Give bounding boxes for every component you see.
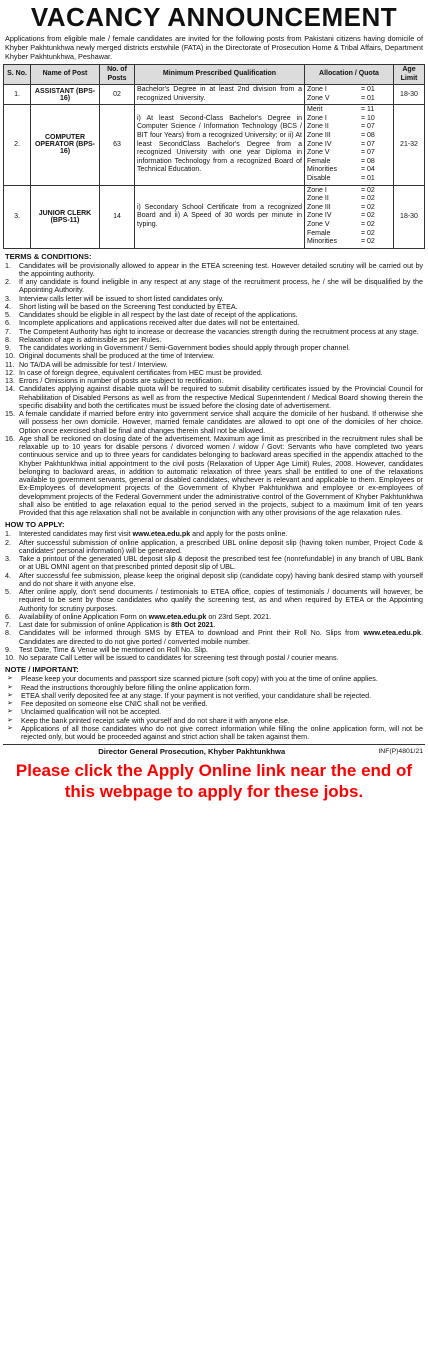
allocation-count: = 10	[361, 114, 375, 122]
allocation-zone: Disable	[307, 174, 331, 182]
notes-list	[3, 675, 425, 741]
row-posts-count: 02	[100, 85, 135, 105]
arrow-bullet-icon: ➢	[7, 691, 13, 699]
allocation-count: = 02	[361, 238, 375, 246]
apply-step-number: 2.	[5, 538, 11, 547]
row-allocation	[305, 85, 394, 105]
term-item	[3, 352, 423, 360]
row-age-limit: 18-30	[394, 85, 425, 105]
term-number: 11.	[5, 360, 15, 369]
term-number: 14.	[5, 385, 15, 394]
term-number: 8.	[5, 335, 11, 344]
vacancy-table	[3, 64, 425, 249]
row-age-limit: 18-30	[394, 185, 425, 248]
note-text: Keep the bank printed receipt safe with yourself and do not share it with anyone else.	[21, 716, 290, 725]
note-item	[3, 700, 423, 708]
term-item	[3, 385, 423, 410]
apply-step-highlight: www.etea.edu.pk	[132, 530, 191, 539]
apply-step-number: 5.	[5, 588, 11, 597]
term-number: 6.	[5, 319, 11, 328]
apply-step-text	[19, 530, 423, 538]
apply-step-number: 7.	[5, 621, 11, 630]
apply-step-text	[19, 588, 423, 613]
term-text: Errors / Omissions in number of posts are subject to rectification.	[19, 377, 224, 386]
apply-step	[3, 621, 423, 629]
row-sno: 1.	[4, 85, 31, 105]
allocation-count: = 01	[361, 86, 375, 93]
apply-step-text	[19, 539, 423, 556]
allocation-count: = 07	[361, 149, 375, 157]
row-allocation	[305, 185, 394, 248]
term-item	[3, 377, 423, 385]
allocation-item	[307, 141, 391, 150]
allocation-item	[307, 86, 391, 95]
term-text: Candidates will be provisionally allowed to appear in the ETEA screening test. However detailed scrutiny will be carried out by the appointing authority.	[19, 261, 423, 278]
term-text: A female candidate if married before entry into government service shall acquire the domicile of her husband. If otherwise she will possess her own domicile. However, married female candidates are allowed to opt one of the domiciles of her choice. Option once exercised shall be final and changes therein shall not be allowed.	[19, 410, 423, 435]
allocation-item	[307, 175, 391, 184]
apply-step-number: 10.	[5, 654, 15, 663]
apply-step-text	[19, 646, 423, 654]
allocation-zone: Female	[307, 229, 331, 237]
term-text: Interview calls letter will be issued to short listed candidates only.	[19, 294, 224, 303]
term-item	[3, 295, 423, 303]
header-qualification: Minimum Prescribed Qualification	[135, 65, 305, 85]
apply-step-text-part: Availability of online Application Form on	[19, 612, 149, 621]
apply-step-text-part: After successful submission of online application, a prescribed UBL online deposit slip (having token number, Project Code & candidates' personal information) will be generated.	[19, 538, 423, 555]
allocation-item	[307, 132, 391, 141]
allocation-count: = 11	[361, 106, 375, 114]
note-item	[3, 725, 423, 742]
note-text: Fee deposited on someone else CNIC shall not be verified.	[21, 700, 208, 709]
apply-step-text-part: Take a printout of the generated UBL deposit slip & deposit the prescribed test fee (nonrefundable) in any branch of UBL Bank or at UBL OMNI agent on that prescribed printed deposit slip of UBL.	[19, 555, 423, 572]
row-sno: 3.	[4, 185, 31, 248]
term-number: 3.	[5, 294, 11, 303]
allocation-count: = 02	[361, 203, 375, 211]
apply-step	[3, 613, 423, 621]
signature-block	[3, 744, 425, 758]
apply-step	[3, 530, 423, 538]
term-text: Short listing will be based on the Screening Test conducted by ETEA.	[19, 302, 238, 311]
term-number: 10.	[5, 352, 15, 361]
apply-online-notice: Please click the Apply Online link near the end of this webpage to apply for these jobs.	[15, 761, 413, 802]
term-item	[3, 278, 423, 295]
term-item	[3, 336, 423, 344]
allocation-count: = 04	[361, 166, 375, 174]
apply-step	[3, 646, 423, 654]
apply-step-text-part: After online apply, don't send documents / testimonials to ETEA office, copies of testimonials / documents will however, be required to be sent by those candidates who qualify the screening test, as and when required by ETEA or the Appointing Authority for scrutiny purposes.	[19, 588, 423, 613]
apply-step	[3, 629, 423, 646]
allocation-item	[307, 212, 391, 221]
allocation-zone: Zone V	[307, 94, 330, 102]
row-post-name: ASSISTANT (BPS-16)	[31, 85, 100, 105]
intro-paragraph: Applications from eligible male / female candidates are invited for the following posts from Pakistani citizens having domicile of Khyber Pakhtunkhwa newly merged districts erstwhile (FATA) in the Directorate of Prosecution Home & Tribal Affairs, Department Khyber Pakhtunkhwa, Peshawar.	[5, 34, 423, 61]
allocation-count: = 02	[361, 186, 375, 194]
apply-step-text-part: After successful fee submission, please keep the original deposit slip (candidate copy) having bank desired stamp with yourself and do not share it with anyone else.	[19, 571, 423, 588]
term-number: 16.	[5, 434, 15, 443]
apply-step	[3, 654, 423, 662]
terms-list	[3, 262, 425, 518]
note-text: Unclaimed qualification will not be accepted.	[21, 708, 162, 717]
term-item	[3, 410, 423, 435]
term-item	[3, 262, 423, 279]
term-item	[3, 369, 423, 377]
term-text: Relaxation of age is admissible as per Rules.	[19, 335, 162, 344]
apply-step-text-part: No separate Call Letter will be issued to candidates for screening test through postal / courier means.	[19, 654, 339, 663]
apply-step-number: 4.	[5, 571, 11, 580]
arrow-bullet-icon: ➢	[7, 683, 13, 691]
apply-step-text	[19, 654, 423, 662]
advertisement	[0, 2, 428, 1353]
term-text: The candidates working in Government / Semi-Government bodies should apply through proper channel.	[19, 344, 351, 353]
row-sno: 2.	[4, 105, 31, 185]
table-header-row	[4, 65, 425, 85]
header-post: Name of Post	[31, 65, 100, 85]
apply-step-number: 6.	[5, 612, 11, 621]
allocation-count: = 02	[361, 220, 375, 228]
arrow-bullet-icon: ➢	[7, 700, 13, 708]
apply-step-text-part: Interested candidates may first visit	[19, 530, 133, 539]
allocation-zone: Zone I	[307, 186, 327, 194]
allocation-zone: Zone II	[307, 195, 329, 203]
allocation-count: = 08	[361, 131, 375, 139]
allocation-zone: Zone V	[307, 220, 330, 228]
note-item	[3, 692, 423, 700]
allocation-zone: Zone IV	[307, 212, 332, 220]
row-allocation	[305, 105, 394, 185]
row-age-limit: 21-32	[394, 105, 425, 185]
allocation-count: = 02	[361, 212, 375, 220]
allocation-count: = 07	[361, 123, 375, 131]
note-item	[3, 675, 423, 683]
term-text: Age shall be reckoned on closing date of the advertisement. Maximum age limit as prescribed in the recruitment rules shall be relaxable up to 10 years for disable persons / divorced women / widow / Govt: Servants who have completed two years continuous service and up to three years for candidates belonging to backward areas specified in the appendix attached to the Khyber Pakhtunkhwa initial appointment to the civil posts (Relaxation of Upper Age Limit) Rules, 2008. However, candidates belonging to backward areas, in addition to automatic relaxation of three years shall be entitled to one of the relaxations available to government servants, general or disabled candidates, whichever is relevant and applicable to them. Employees or Ex-Employees of development projects of the Government of Khyber Pakhtunkhwa and employee or ex-employees of developmment projects of the Federal Government under the administrative control of the Government of Khyber Pakhtunkhwa shall also be entitled to age relaxation equal to the period served in the projects, subject to a maximum limit of ten years Provided that this age relaxation shall not be available in conjunction with any other provisions of the age relaxation rules.	[19, 434, 423, 518]
allocation-count: = 01	[361, 94, 375, 102]
allocation-item	[307, 230, 391, 239]
term-number: 5.	[5, 311, 11, 320]
allocation-count: = 01	[361, 174, 375, 182]
allocation-item	[307, 221, 391, 230]
apply-step-text	[19, 613, 423, 621]
allocation-item	[307, 238, 391, 247]
term-number: 2.	[5, 278, 11, 287]
apply-step	[3, 539, 423, 556]
term-number: 15.	[5, 410, 15, 419]
apply-step-text	[19, 555, 423, 572]
allocation-zone: Zone I	[307, 86, 327, 93]
term-text: No TA/DA will be admissible for test / Interview.	[19, 360, 168, 369]
arrow-bullet-icon: ➢	[7, 724, 13, 732]
term-text: Original documents shall be produced at the time of Interview.	[19, 352, 215, 361]
term-number: 9.	[5, 344, 11, 353]
note-text: Please keep your documents and passport size scanned picture (soft copy) with you at the time of online applies.	[21, 675, 378, 684]
row-qualification: i) At least Second-Class Bachelor's Degree in Computer Science / Information Technology (BCS / BIT four Years) from a recognized University; or ii) At least SecondClass Bachelor's Degree from a recognized University with one year Diploma in information Technology from a recognized Board of Technical Education.	[135, 105, 305, 185]
row-qualification: i) Secondary School Certificate from a recognized Board and ii) A Speed of 30 words per minute in typing.	[135, 185, 305, 248]
allocation-zone: Zone I	[307, 114, 327, 122]
apply-heading: HOW TO APPLY:	[5, 520, 65, 530]
allocation-count: = 02	[361, 229, 375, 237]
apply-step-text-part: . Candidates are directed to do not give ported / converted mobile number.	[19, 629, 423, 646]
allocation-zone: Zone IV	[307, 140, 332, 148]
allocation-item	[307, 123, 391, 132]
allocation-item	[307, 106, 391, 115]
allocation-count: = 02	[361, 195, 375, 203]
header-allocation: Allocation / Quota	[305, 65, 394, 85]
arrow-bullet-icon: ➢	[7, 675, 13, 683]
notes-heading: NOTE / IMPORTANT:	[5, 665, 79, 675]
allocation-count: = 08	[361, 157, 375, 165]
allocation-item	[307, 115, 391, 124]
term-number: 1.	[5, 261, 11, 270]
term-number: 12.	[5, 368, 15, 377]
allocation-item	[307, 195, 391, 204]
allocation-item	[307, 204, 391, 213]
allocation-count: = 07	[361, 140, 375, 148]
allocation-zone: Zone II	[307, 123, 329, 131]
note-text: Applications of all those candidates who do not give correct information while filling the online application form, will not be rejected only, but would be proceeded against and strict action shall be taken against them.	[21, 724, 423, 742]
allocation-zone: Merit	[307, 106, 323, 114]
term-number: 13.	[5, 377, 15, 386]
apply-step-highlight: www.etea.edu.pk	[148, 612, 207, 621]
term-text: If any candidate is found ineligible in any respect at any stage of the recruitment process, he / she will be disqualified by the Appointing Authority.	[19, 278, 423, 295]
term-text: Candidates applying against disable quota will be required to submit disability certificates issued by the Provincial Council for Rehabilitation of Disabled Persons as well as from the respective Medical Superintendent / Medical Board showing therein the specific disability and both the certificates must be issued before the closing date of advertisement.	[19, 385, 423, 410]
term-text: The Competent Authority has right to increase or decrease the vacancies strength during the recruitment process at any stage.	[19, 327, 419, 336]
apply-step-text-part: and apply for the posts online.	[190, 530, 288, 539]
signature: Director General Prosecution, Khyber Pakhtunkhwa	[98, 747, 286, 757]
note-item	[3, 717, 423, 725]
term-item	[3, 303, 423, 311]
row-posts-count: 14	[100, 185, 135, 248]
table-row	[4, 185, 425, 248]
apply-step	[3, 555, 423, 572]
term-item	[3, 361, 423, 369]
apply-step-number: 8.	[5, 629, 11, 638]
apply-step	[3, 572, 423, 589]
header-posts: No. of Posts	[100, 65, 135, 85]
allocation-zone: Female	[307, 157, 331, 165]
allocation-zone: Minorities	[307, 238, 337, 246]
allocation-item	[307, 158, 391, 167]
term-text: Incomplete applications and applications received after due dates will not be entertained.	[19, 319, 300, 328]
apply-step-highlight: www.etea.edu.pk	[363, 629, 422, 638]
table-row	[4, 105, 425, 185]
term-number: 7.	[5, 327, 11, 336]
apply-step-text-part: Candidates will be informed through SMS by ETEA to download and Print their Roll No. Slips from	[19, 629, 364, 638]
row-qualification: Bachelor's Degree in at least 2nd division from a recognized University.	[135, 85, 305, 105]
apply-step-number: 1.	[5, 530, 11, 539]
note-text: ETEA shall verify deposited fee at any stage. If your payment is not verified, your candidature shall be rejected.	[21, 691, 372, 700]
header-age: Age Limit	[394, 65, 425, 85]
note-item	[3, 684, 423, 692]
term-item	[3, 344, 423, 352]
arrow-bullet-icon: ➢	[7, 716, 13, 724]
term-item	[3, 311, 423, 319]
allocation-zone: Zone V	[307, 149, 330, 157]
apply-step-text-part: Test Date, Time & Venue will be mentioned on Roll No. Slip.	[19, 645, 208, 654]
reference-number: INF(P)4801/21	[378, 748, 423, 756]
allocation-item	[307, 187, 391, 196]
apply-step-text	[19, 621, 423, 629]
apply-step-text	[19, 572, 423, 589]
page-title: VACANCY ANNOUNCEMENT	[30, 2, 398, 32]
allocation-zone: Zone III	[307, 131, 331, 139]
apply-step-number: 9.	[5, 645, 11, 654]
apply-step-highlight: 8th Oct 2021	[171, 621, 214, 630]
allocation-item	[307, 166, 391, 175]
note-text: Read the instructions thoroughly before filling the online application form.	[21, 683, 252, 692]
apply-step-text-part: .	[213, 621, 216, 630]
note-item	[3, 708, 423, 716]
allocation-zone: Zone III	[307, 203, 331, 211]
apply-step-number: 3.	[5, 555, 11, 564]
row-post-name: JUNIOR CLERK (BPS-11)	[31, 185, 100, 248]
header-sno: S. No.	[4, 65, 31, 85]
arrow-bullet-icon: ➢	[7, 708, 13, 716]
apply-step-text	[19, 629, 423, 646]
term-text: Candidates should be eligible in all respect by the last date of receipt of the applications.	[19, 311, 298, 320]
term-number: 4.	[5, 302, 11, 311]
allocation-item	[307, 95, 391, 104]
allocation-item	[307, 149, 391, 158]
table-row	[4, 85, 425, 105]
allocation-zone: Minorities	[307, 166, 337, 174]
term-item	[3, 435, 423, 518]
apply-step-text-part: on 23rd Sept. 2021.	[206, 612, 272, 621]
apply-list	[3, 530, 425, 662]
term-item	[3, 328, 423, 336]
row-posts-count: 63	[100, 105, 135, 185]
apply-step	[3, 588, 423, 613]
term-text: In case of foreign degree, equivalent certificates from HEC must be provided.	[19, 368, 263, 377]
terms-heading: TERMS & CONDITIONS:	[5, 251, 92, 261]
term-item	[3, 319, 423, 327]
apply-step-text-part: Last date for submission of online Application is	[19, 621, 172, 630]
row-post-name: COMPUTER OPERATOR (BPS-16)	[31, 105, 100, 185]
